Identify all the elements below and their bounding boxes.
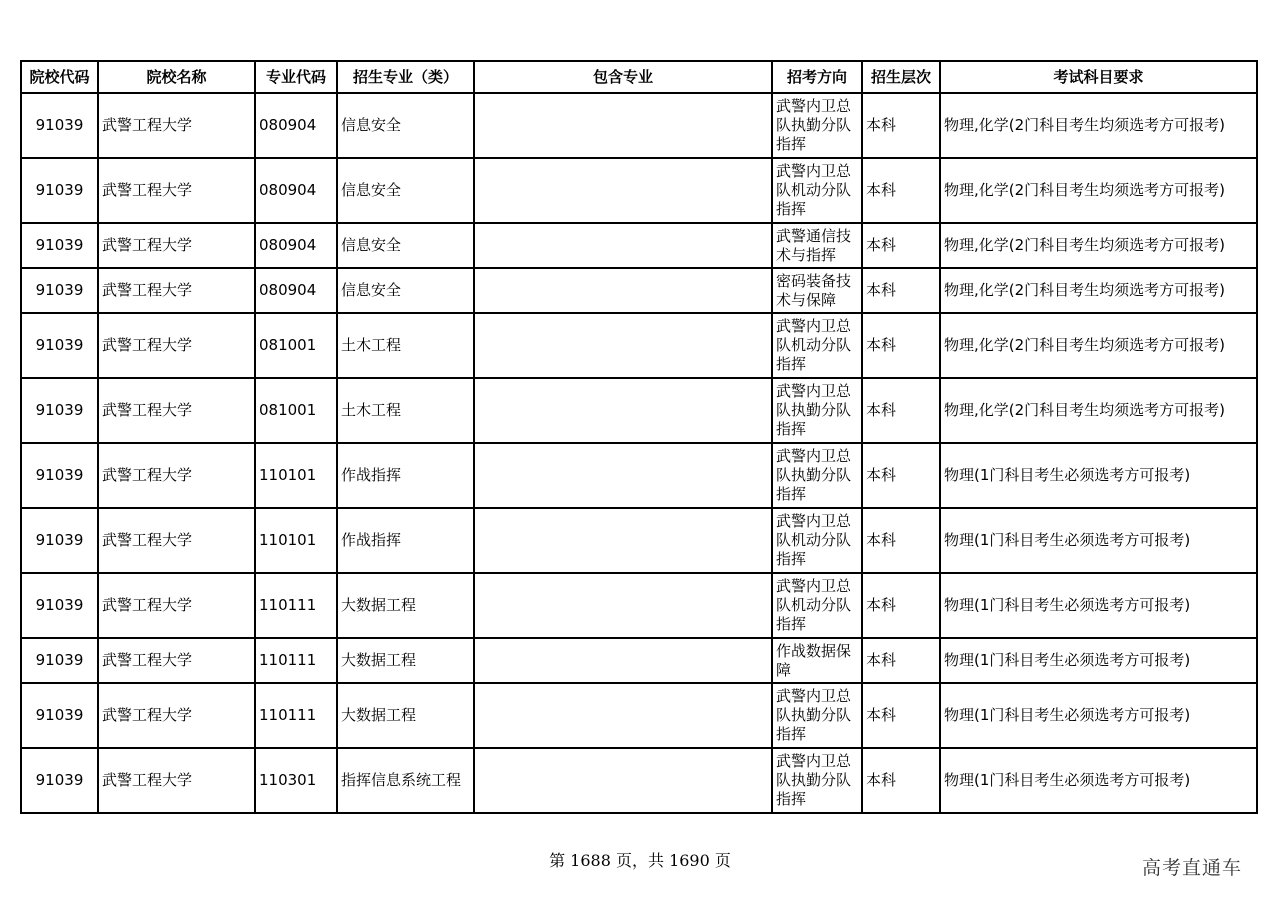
level-cell: 本科: [862, 683, 940, 748]
subjects-cell: 物理,化学(2门科目考生均须选考方可报考): [940, 223, 1257, 268]
major-cell: 作战指挥: [337, 508, 474, 573]
level-cell: 本科: [862, 378, 940, 443]
included-majors-cell: [474, 508, 772, 573]
included-majors-cell: [474, 313, 772, 378]
school-code-cell: 91039: [21, 748, 98, 813]
subjects-cell: 物理,化学(2门科目考生均须选考方可报考): [940, 378, 1257, 443]
direction-cell: 武警内卫总队执勤分队指挥: [772, 748, 862, 813]
subjects-cell: 物理(1门科目考生必须选考方可报考): [940, 638, 1257, 683]
included-majors-cell: [474, 748, 772, 813]
included-majors-cell: [474, 443, 772, 508]
included-majors-cell: [474, 93, 772, 158]
subjects-cell: 物理,化学(2门科目考生均须选考方可报考): [940, 313, 1257, 378]
header-level: 招生层次: [862, 61, 940, 93]
direction-cell: 武警内卫总队机动分队指挥: [772, 313, 862, 378]
included-majors-cell: [474, 573, 772, 638]
major-cell: 指挥信息系统工程: [337, 748, 474, 813]
level-cell: 本科: [862, 573, 940, 638]
major-cell: 大数据工程: [337, 683, 474, 748]
major-cell: 大数据工程: [337, 573, 474, 638]
level-cell: 本科: [862, 268, 940, 313]
table-row: [21, 638, 1257, 683]
direction-cell: 密码装备技术与保障: [772, 268, 862, 313]
table-row: [21, 508, 1257, 573]
direction-cell: 武警内卫总队执勤分队指挥: [772, 443, 862, 508]
table-row: [21, 443, 1257, 508]
subjects-cell: 物理(1门科目考生必须选考方可报考): [940, 683, 1257, 748]
level-cell: 本科: [862, 223, 940, 268]
school-name-cell: 武警工程大学: [98, 93, 255, 158]
major-cell: 信息安全: [337, 268, 474, 313]
major-code-cell: 080904: [255, 268, 337, 313]
subjects-cell: 物理,化学(2门科目考生均须选考方可报考): [940, 268, 1257, 313]
table-row: [21, 683, 1257, 748]
table-row: [21, 313, 1257, 378]
level-cell: 本科: [862, 638, 940, 683]
major-cell: 土木工程: [337, 313, 474, 378]
subjects-cell: 物理(1门科目考生必须选考方可报考): [940, 508, 1257, 573]
level-cell: 本科: [862, 508, 940, 573]
subjects-cell: 物理(1门科目考生必须选考方可报考): [940, 573, 1257, 638]
watermark: 高考直通车: [1142, 857, 1243, 879]
table-row: [21, 748, 1257, 813]
school-code-cell: 91039: [21, 683, 98, 748]
header-row: [21, 61, 1257, 93]
school-code-cell: 91039: [21, 223, 98, 268]
admissions-table-container: [20, 60, 1256, 814]
table-row: [21, 93, 1257, 158]
table-row: [21, 268, 1257, 313]
direction-cell: 武警内卫总队执勤分队指挥: [772, 683, 862, 748]
major-cell: 信息安全: [337, 223, 474, 268]
school-name-cell: 武警工程大学: [98, 313, 255, 378]
included-majors-cell: [474, 378, 772, 443]
major-code-cell: 110101: [255, 443, 337, 508]
school-code-cell: 91039: [21, 443, 98, 508]
direction-cell: 武警内卫总队机动分队指挥: [772, 508, 862, 573]
school-code-cell: 91039: [21, 93, 98, 158]
major-cell: 信息安全: [337, 93, 474, 158]
major-code-cell: 080904: [255, 158, 337, 223]
level-cell: 本科: [862, 93, 940, 158]
school-name-cell: 武警工程大学: [98, 223, 255, 268]
major-code-cell: 110111: [255, 683, 337, 748]
header-major: 招生专业（类）: [337, 61, 474, 93]
page-footer: 第 1688 页，共 1690 页: [549, 851, 731, 870]
school-code-cell: 91039: [21, 158, 98, 223]
header-direction: 招考方向: [772, 61, 862, 93]
school-name-cell: 武警工程大学: [98, 748, 255, 813]
school-name-cell: 武警工程大学: [98, 443, 255, 508]
included-majors-cell: [474, 223, 772, 268]
included-majors-cell: [474, 638, 772, 683]
school-code-cell: 91039: [21, 573, 98, 638]
direction-cell: 作战数据保障: [772, 638, 862, 683]
major-code-cell: 081001: [255, 313, 337, 378]
school-name-cell: 武警工程大学: [98, 378, 255, 443]
major-cell: 信息安全: [337, 158, 474, 223]
table-row: [21, 573, 1257, 638]
included-majors-cell: [474, 683, 772, 748]
major-cell: 大数据工程: [337, 638, 474, 683]
subjects-cell: 物理(1门科目考生必须选考方可报考): [940, 748, 1257, 813]
major-code-cell: 080904: [255, 93, 337, 158]
level-cell: 本科: [862, 313, 940, 378]
school-code-cell: 91039: [21, 508, 98, 573]
level-cell: 本科: [862, 158, 940, 223]
level-cell: 本科: [862, 748, 940, 813]
subjects-cell: 物理,化学(2门科目考生均须选考方可报考): [940, 93, 1257, 158]
major-code-cell: 110111: [255, 573, 337, 638]
direction-cell: 武警通信技术与指挥: [772, 223, 862, 268]
direction-cell: 武警内卫总队执勤分队指挥: [772, 378, 862, 443]
table-row: [21, 158, 1257, 223]
school-code-cell: 91039: [21, 378, 98, 443]
header-included-majors: 包含专业: [474, 61, 772, 93]
direction-cell: 武警内卫总队执勤分队指挥: [772, 93, 862, 158]
major-code-cell: 080904: [255, 223, 337, 268]
header-major-code: 专业代码: [255, 61, 337, 93]
school-name-cell: 武警工程大学: [98, 638, 255, 683]
level-cell: 本科: [862, 443, 940, 508]
direction-cell: 武警内卫总队机动分队指挥: [772, 573, 862, 638]
subjects-cell: 物理(1门科目考生必须选考方可报考): [940, 443, 1257, 508]
header-subject-requirements: 考试科目要求: [940, 61, 1257, 93]
subjects-cell: 物理,化学(2门科目考生均须选考方可报考): [940, 158, 1257, 223]
major-code-cell: 110111: [255, 638, 337, 683]
school-name-cell: 武警工程大学: [98, 683, 255, 748]
major-cell: 作战指挥: [337, 443, 474, 508]
table-row: [21, 378, 1257, 443]
school-name-cell: 武警工程大学: [98, 158, 255, 223]
header-school-name: 院校名称: [98, 61, 255, 93]
included-majors-cell: [474, 268, 772, 313]
major-code-cell: 110101: [255, 508, 337, 573]
school-name-cell: 武警工程大学: [98, 268, 255, 313]
school-name-cell: 武警工程大学: [98, 573, 255, 638]
admissions-table: [20, 60, 1258, 814]
major-code-cell: 110301: [255, 748, 337, 813]
table-row: [21, 223, 1257, 268]
included-majors-cell: [474, 158, 772, 223]
school-code-cell: 91039: [21, 638, 98, 683]
school-code-cell: 91039: [21, 268, 98, 313]
direction-cell: 武警内卫总队机动分队指挥: [772, 158, 862, 223]
header-school-code: 院校代码: [21, 61, 98, 93]
major-code-cell: 081001: [255, 378, 337, 443]
school-code-cell: 91039: [21, 313, 98, 378]
school-name-cell: 武警工程大学: [98, 508, 255, 573]
major-cell: 土木工程: [337, 378, 474, 443]
